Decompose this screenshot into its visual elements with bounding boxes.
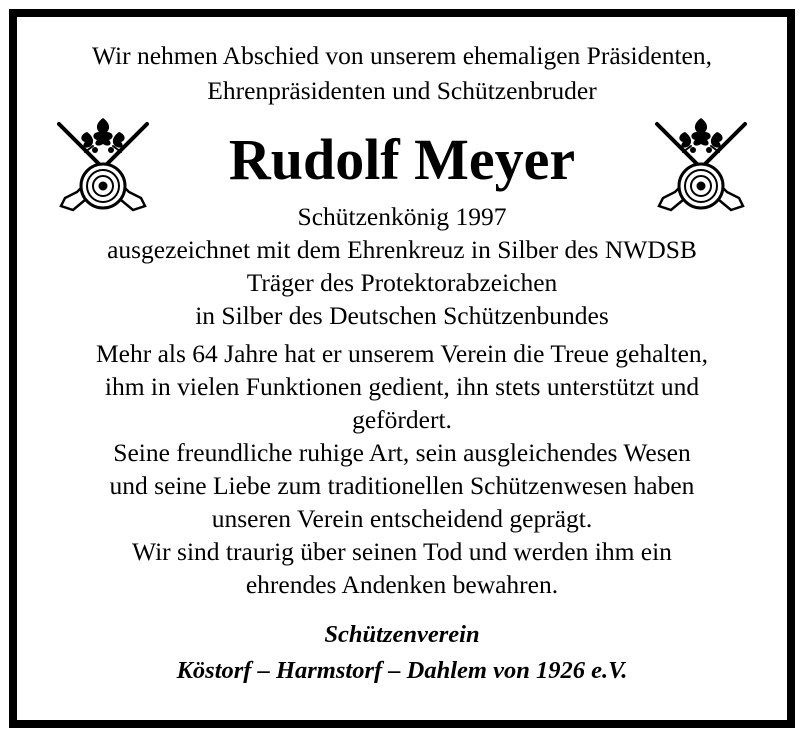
left-shooting-emblem-icon <box>45 112 161 212</box>
tribute-line-8: ehrendes Andenken bewahren. <box>245 570 559 599</box>
honor-line-3: Träger des Protektorabzeichen <box>246 268 558 297</box>
club-name-line-1: Schützenverein <box>324 621 480 648</box>
intro-line-2: Ehrenpräsidenten und Schützenbruder <box>207 76 597 105</box>
obituary-notice <box>9 9 795 728</box>
right-shooting-emblem-icon <box>643 112 759 212</box>
honor-line-2: ausgezeichnet mit dem Ehrenkreuz in Silber des NWDSB <box>107 235 697 264</box>
club-name-line-2: Köstorf – Harmstorf – Dahlem von 1926 e.V. <box>176 657 628 684</box>
intro-line-1: Wir nehmen Abschied von unserem ehemaligen Präsidenten, <box>91 41 712 70</box>
tribute-line-2: ihm in vielen Funktionen gedient, ihn stets unterstützt und <box>104 372 700 401</box>
tribute-line-3: gefördert. <box>352 405 452 434</box>
tribute-line-7: Wir sind traurig über seinen Tod und werden ihm ein <box>132 537 672 566</box>
tribute-line-1: Mehr als 64 Jahre hat er unserem Verein die Treue gehalten, <box>95 339 709 368</box>
tribute-line-4: Seine freundliche ruhige Art, sein ausgleichendes Wesen <box>113 438 691 467</box>
tribute-line-6: unseren Verein entscheidend geprägt. <box>211 504 593 533</box>
honor-line-4: in Silber des Deutschen Schützenbundes <box>195 301 609 330</box>
tribute-line-5: und seine Liebe zum traditionellen Schützenwesen haben <box>109 471 695 500</box>
deceased-name: Rudolf Meyer <box>228 127 576 192</box>
honor-line-1: Schützenkönig 1997 <box>297 202 507 231</box>
